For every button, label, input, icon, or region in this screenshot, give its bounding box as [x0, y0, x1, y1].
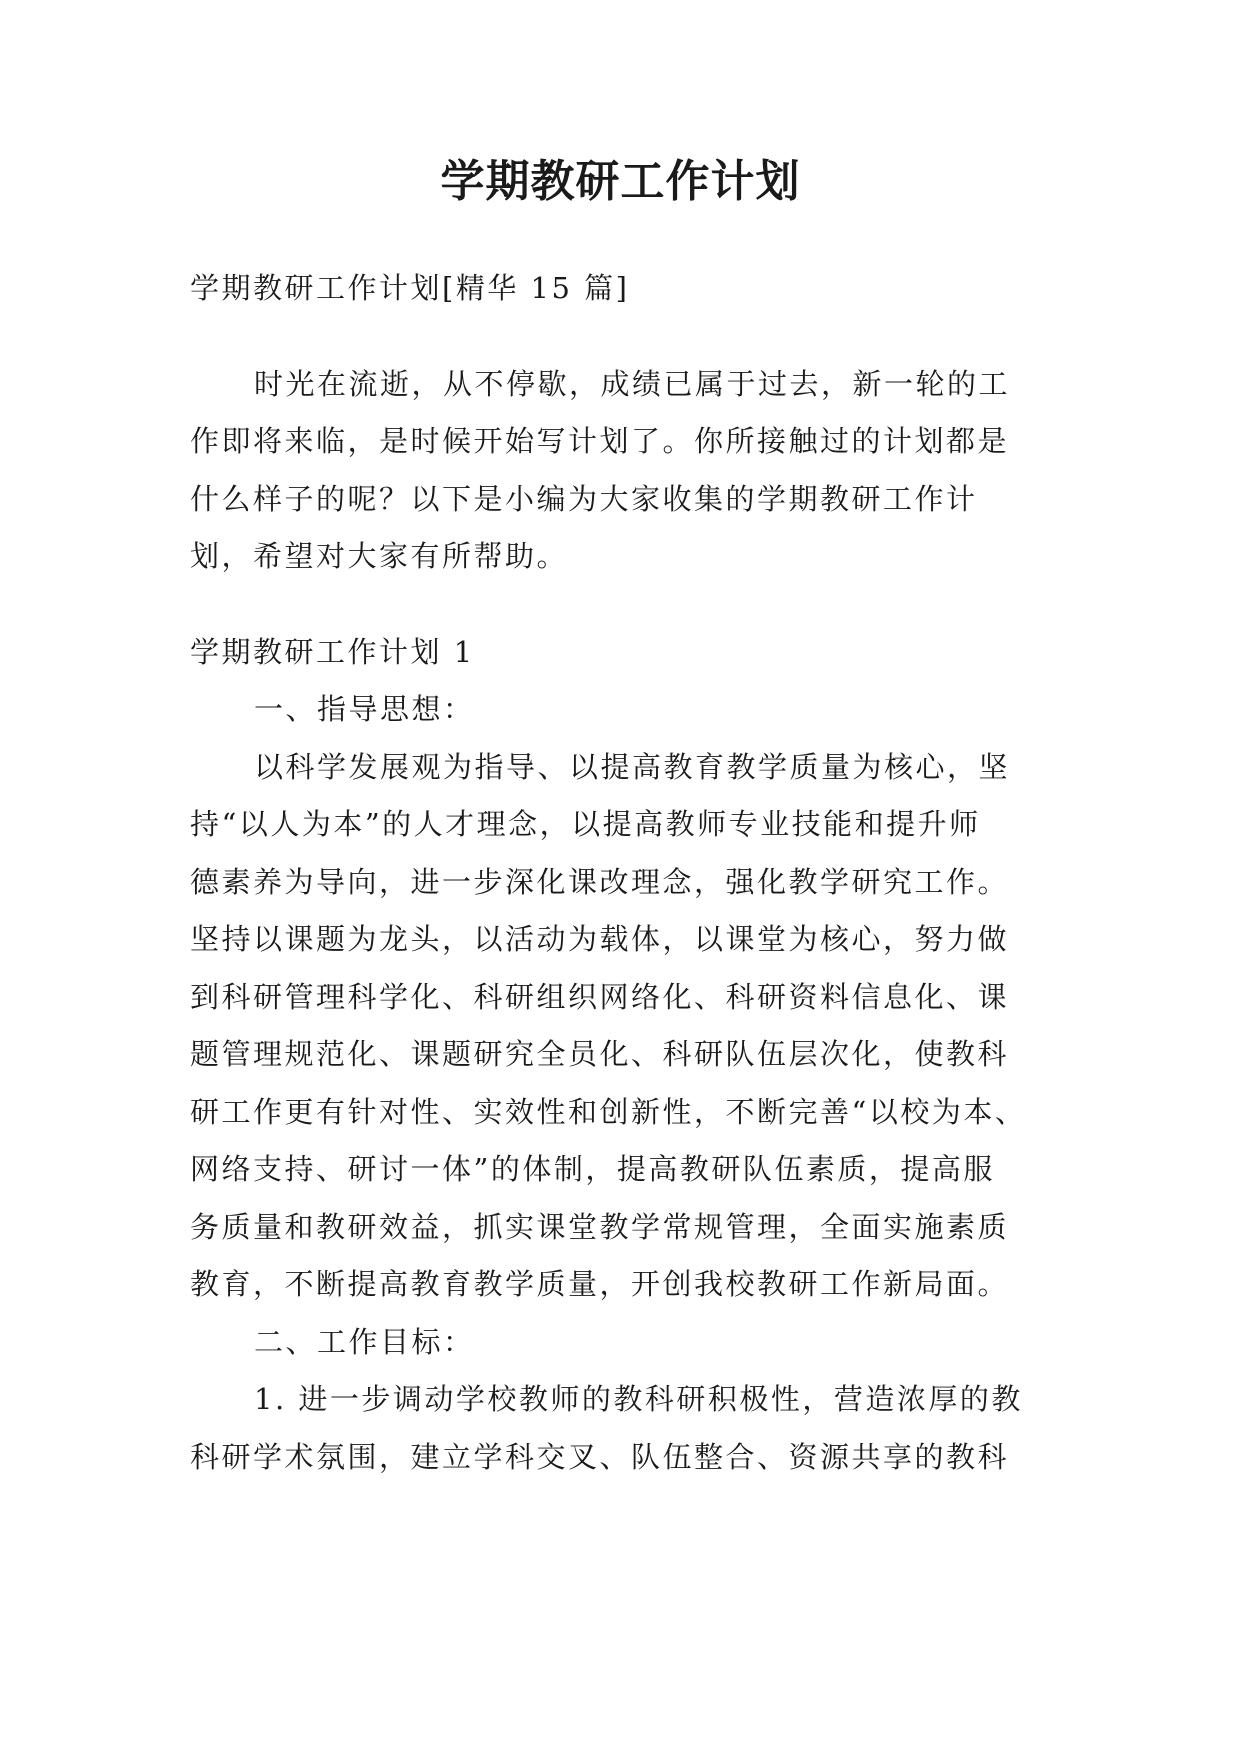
- paragraph-line: 到科研管理科学化、科研组织网络化、科研资料信息化、课: [190, 979, 1010, 1014]
- section-title: 学期教研工作计划 1: [190, 634, 475, 669]
- paragraph-line: 坚持以课题为龙头，以活动为载体，以课堂为核心，努力做: [190, 922, 1010, 956]
- paragraph-line: 以科学发展观为指导、以提高教育教学质量为核心，坚: [254, 749, 1011, 784]
- paragraph-line: 题管理规范化、课题研究全员化、科研队伍层次化，使教科: [190, 1037, 1010, 1071]
- paragraph-line: 教育，不断提高教育教学质量，开创我校教研工作新局面。: [190, 1267, 1010, 1301]
- document-body: [190, 260, 1060, 1486]
- paragraph-line: 德素养为导向，进一步深化课改理念，强化教学研究工作。: [190, 864, 1010, 899]
- intro-line: 作即将来临，是时候开始写计划了。你所接触过的计划都是: [190, 424, 1010, 458]
- spacer: [190, 586, 1060, 624]
- document-subtitle: 学期教研工作计划[精华 15 篇]: [190, 271, 630, 305]
- intro-line: 时光在流逝，从不停歇，成绩已属于过去，新一轮的工: [254, 366, 1011, 401]
- paragraph-line: 1. 进一步调动学校教师的教科研积极性，营造浓厚的教: [254, 1382, 1023, 1416]
- intro-line: 划，希望对大家有所帮助。: [190, 539, 569, 573]
- paragraph-line: 务质量和教研效益，抓实课堂教学常规管理，全面实施素质: [190, 1209, 1010, 1244]
- paragraph-line: 网络支持、研讨一体”的体制，提高教研队伍素质，提高服: [190, 1152, 995, 1186]
- spacer: [190, 318, 1060, 356]
- paragraph-line: 研工作更有针对性、实效性和创新性，不断完善“以校为本、: [190, 1094, 1027, 1129]
- paragraph-line: 持“以人为本”的人才理念，以提高教师专业技能和提升师: [190, 807, 981, 841]
- intro-line: 什么样子的呢？以下是小编为大家收集的学期教研工作计: [190, 481, 978, 516]
- section-heading: 二、工作目标：: [254, 1324, 475, 1359]
- paragraph-line: 科研学术氛围，建立学科交叉、队伍整合、资源共享的教科: [190, 1439, 1010, 1474]
- document-title: 学期教研工作计划: [440, 156, 801, 207]
- section-heading: 一、指导思想：: [254, 692, 475, 726]
